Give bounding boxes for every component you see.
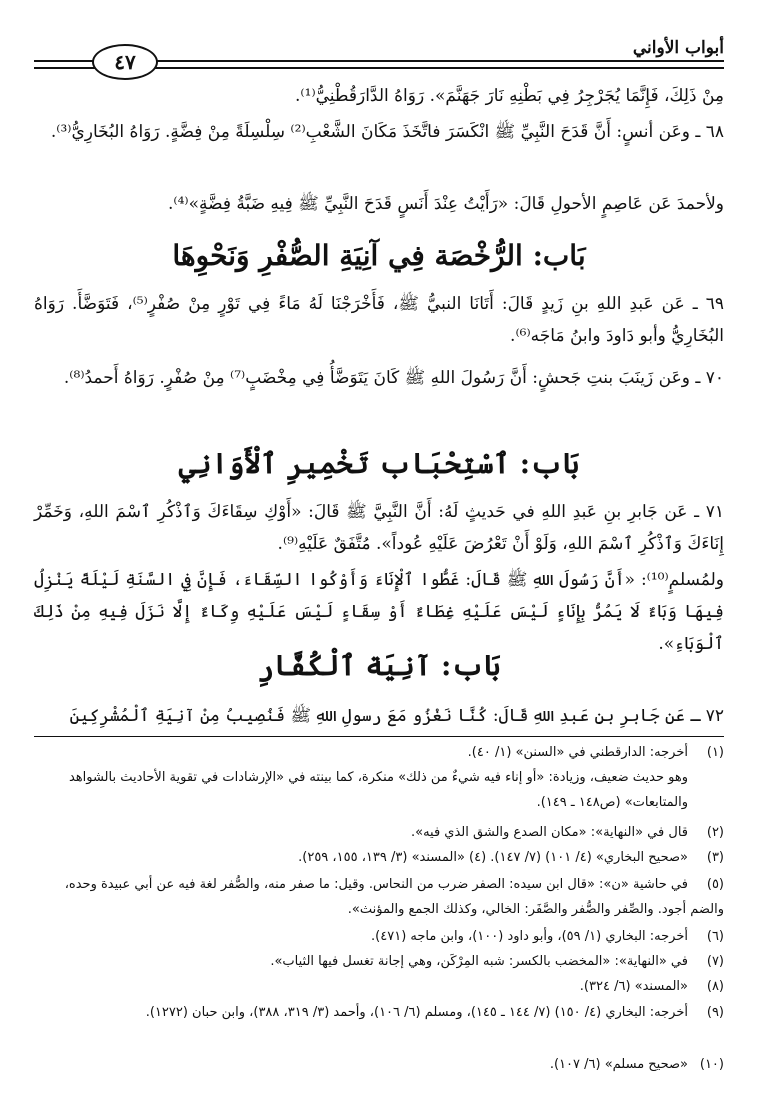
footnote-text: في «النهاية»: «المخضب بالكسر: شبه المِرْكَن، وهي إجانة تغسل فيها الثياب». (270, 954, 688, 969)
footnote-7 (34, 949, 724, 974)
footnote-9 (34, 1000, 724, 1025)
footnote-number: (٨) (706, 979, 724, 994)
hadith-70: ٧٠ ـ وعَن زَينَبَ بنتِ جَحشٍ: أَنَّ رَسُولَ اللهِ ﷺ كَانَ يَتَوَضَّأُ فِي مِخْضَبٍ⁽⁷⁾ مِنْ صُفْرٍ. رَوَاهُ أَحمدُ⁽⁸⁾. (63, 368, 724, 388)
footnote-number: (٢) (706, 825, 724, 840)
footnote-text: أخرجه: الدارقطني في «السنن» (١/ ٤٠). (467, 745, 688, 760)
footnote-separator (34, 736, 724, 737)
footnote-text: «صحيح البخاري» (٤/ ١٠١) (٧/ ١٤٧). (٤) «المسند» (٣/ ١٣٩، ١٥٥، ٢٥٩). (298, 850, 688, 865)
footnote-2 (34, 820, 724, 845)
hadith-68-addition: ولأحمدَ عَن عَاصِمٍ الأحولِ قَالَ: «رَأَيْتُ عِنْدَ أَنَسٍ قَدَحَ النَّبِيِّ ﷺ فِيهِ ضَبَّةُ فِضَّةٍ»⁽⁴⁾. (167, 194, 724, 214)
hadith-69: ٦٩ ـ عَن عَبدِ اللهِ بنِ زَيدٍ قَالَ: أَتَانَا النبيُّ ﷺ، فَأَخْرَجْنَا لَهُ مَاءً فِي تَوْرٍ مِنْ صُفْرٍ⁽⁵⁾، فَتَوَضَّأَ. رَوَاهُ البُخَارِيُّ وأبو دَاودَ وابنُ مَاجَه⁽⁶⁾. (34, 294, 725, 346)
footnote-1-continued (34, 765, 724, 815)
footnote-3-4 (34, 845, 724, 870)
footnote-number: (٦) (706, 929, 724, 944)
footnote-number: (٥) (706, 877, 724, 892)
hadith-68: ٦٨ ـ وعَن أنسٍ: أَنَّ قَدَحَ النَّبِيِّ ﷺ انْكَسَرَ فاتَّخَذَ مَكَانَ الشَّعْبِ⁽²⁾ سِلْسِلَةً مِنْ فِضَّةٍ. رَوَاهُ البُخَارِيُّ⁽³⁾. (50, 122, 724, 142)
footnote-text: في حاشية «ن»: «قال ابن سيده: الصفر ضرب من النحاس. وقيل: ما صفر منه، والصُّفر لغة فيه عن أبي عبيدة وحده، والضم أجود. والصِّفر والصُّفر والصَّفَر: الخالي، وكذلك الجمع والمؤنث». (64, 877, 724, 917)
footnote-1 (34, 740, 724, 765)
footnote-number: (١) (706, 745, 724, 760)
footnote-text: أخرجه: البخاري (١/ ٥٩)، وأبو داود (١٠٠)، وابن ماجه (٤٧١). (371, 929, 688, 944)
footnote-text: قال في «النهاية»: «مكان الصدع والشق الذي فيه». (410, 825, 688, 840)
chapter-heading-brass-vessels: بَاب: الرُّخْصَة فِي آنِيَةِ الصُّفْرِ وَنَحْوِهَا (172, 239, 586, 272)
footnote-10 (34, 1052, 724, 1077)
footnote-number: (٩) (706, 1005, 724, 1020)
footnote-8 (34, 974, 724, 999)
footnote-text: «صحيح مسلم» (٦/ ١٠٧). (549, 1057, 688, 1072)
hadith-71-muslim: ولمُسلمٍ⁽¹⁰⁾: «أَنَّ رَسُولَ اللهِ ﷺ قَالَ: غَطُّوا ٱلْإِنَاءَ وَأَوْكُوا السِّقَاءَ، فَإِنَّ فِي السَّنَةِ لَيْلَةً يَنْزِلُ فِيهَا وَبَاءٌ لَا يَمُرُّ بِإِنَاءٍ لَيْسَ عَلَيْهِ غِطَاءٌ أَوْ سِقَاءٍ لَيْسَ عَلَيْهِ وِكَاءٌ إِلَّا نَزَلَ فِيهِ مِنْ ذَلِكَ ٱلْوَبَاءِ». (34, 570, 724, 654)
chapter-heading-vessels-of-disbelievers: بَاب: آنِيَة ٱلْكُفَّارِ (257, 649, 501, 682)
page-header (34, 38, 724, 74)
footnote-5 (34, 872, 724, 922)
running-title: أبواب الأواني (632, 38, 724, 58)
footnote-number: (٣) (706, 850, 724, 865)
footnote-number: (٧) (706, 954, 724, 969)
text-line-continuation: مِنْ ذَلِكَ، فَإِنَّمَا يُجَرْجِرُ فِي بَطْنِهِ نَارَ جَهَنَّمَ». رَوَاهُ الدَّارَقُطْنِيُّ⁽¹⁾. (295, 86, 724, 106)
chapter-heading-covering-vessels: بَاب: ٱسْتِحْبَاب تَخْمِيرِ ٱلْأَوَانِي (178, 447, 580, 480)
footnote-text: «المسند» (٦/ ٣٢٤). (579, 979, 688, 994)
footnote-6 (34, 924, 724, 949)
hadith-71: ٧١ ـ عَن جَابرِ بنِ عَبدِ اللهِ في حَديثٍ لَهُ: أَنَّ النَّبِيَّ ﷺ قَالَ: «أَوْكِ سِقَاءَكَ وَٱذْكُرِ ٱسْمَ اللهِ، وَخَمِّرْ إِنَاءَكَ وَٱذْكُرِ ٱسْمَ اللهِ، وَلَوْ أَنْ تَعْرُضَ عَلَيْهِ عُوداً». مُتَّفَقٌ عَلَيْهِ⁽⁹⁾. (34, 502, 724, 554)
footnote-number: (١٠) (699, 1057, 724, 1072)
footnote-text: أخرجه: البخاري (٤/ ١٥٠) (٧/ ١٤٤ ـ ١٤٥)، ومسلم (٦/ ١٠٦)، وأحمد (٣/ ٣١٩، ٣٨٨)، وابن حبان (١٢٧٢). (145, 1005, 688, 1020)
hadith-72: ٧٢ ـ عَن جَابرِ بنِ عَبدِ اللهِ قَالَ: كُنَّا نَغْزُو مَعَ رسولِ اللهِ ﷺ فَنُصِيبُ مِنْ آنِيَةِ ٱلْمُشْرِكِينَ (69, 706, 724, 726)
page-number: ٤٧ (92, 44, 158, 80)
footnote-text: وهو حديث ضعيف، وزيادة: «أو إناء فيه شيءٌ من ذلك» منكرة، كما بينته في «الإرشادات في تقوية الأحاديث بالشواهد والمتابعات» (ص١٤٨ ـ ١٤٩). (68, 770, 688, 810)
